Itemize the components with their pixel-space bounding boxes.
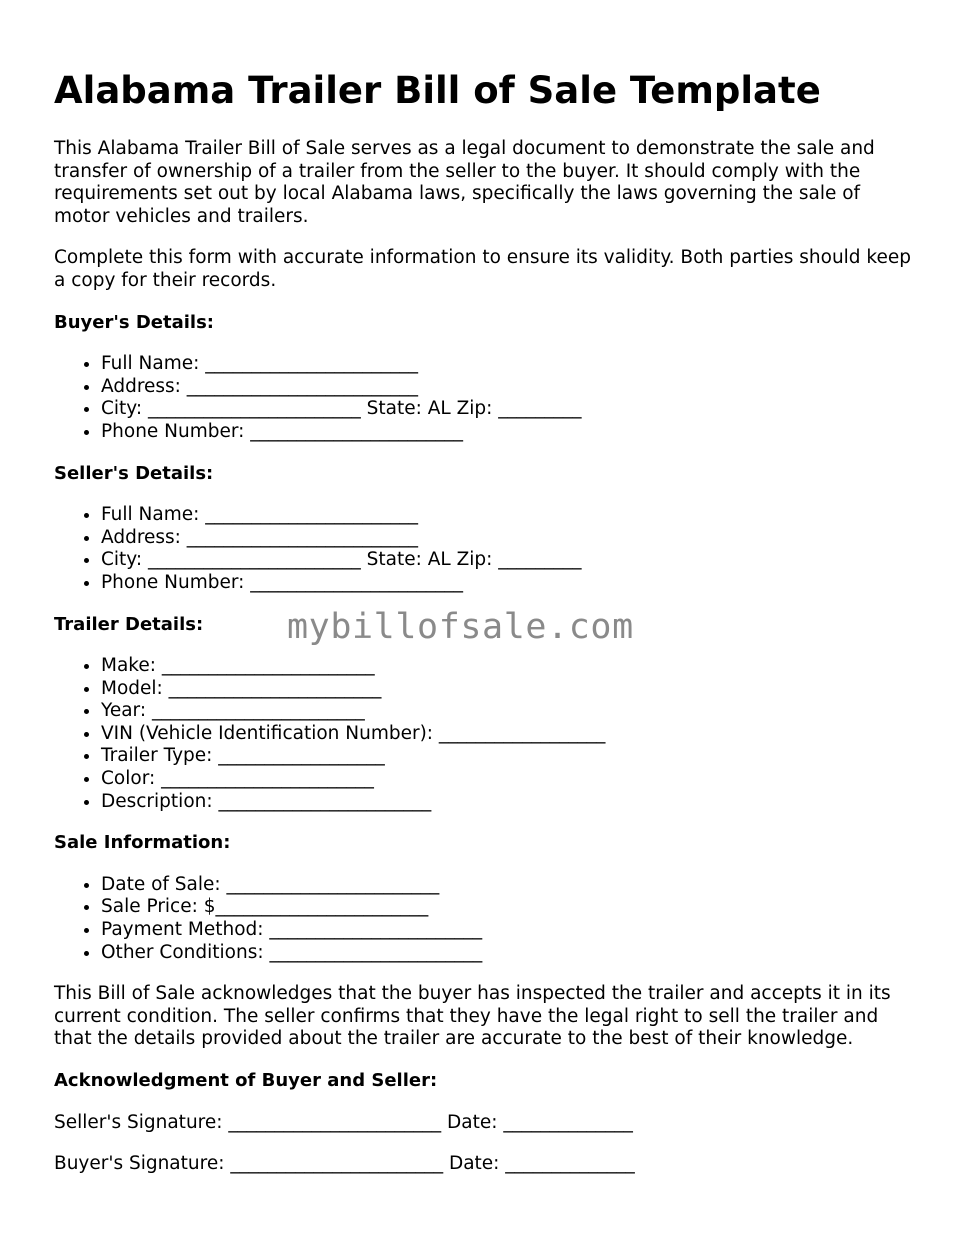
seller-full-name-field: • Full Name: _______________________ — [101, 504, 914, 527]
sale-date-field: • Date of Sale: _______________________ — [101, 874, 914, 897]
seller-city-state-zip-field: • City: _______________________ State: AL Zip: _________ — [101, 549, 914, 572]
trailer-details-heading: Trailer Details: — [54, 613, 204, 635]
buyer-phone-field: • Phone Number: _______________________ — [101, 421, 914, 444]
trailer-make-field: • Make: _______________________ — [101, 655, 914, 678]
trailer-model-field: • Model: _______________________ — [101, 678, 914, 701]
intro-paragraph-1: This Alabama Trailer Bill of Sale serves as a legal document to demonstrate the sale and transfer of ownership of a trailer from the seller to the buyer. It should comply with the requirements set out by local Alabama laws, specifically the laws governing the sale of motor vehicles and trailers. — [54, 138, 875, 227]
sale-price-field: • Sale Price: $_______________________ — [101, 896, 914, 919]
page-title: Alabama Trailer Bill of Sale Template — [54, 69, 821, 112]
payment-method-field: • Payment Method: _______________________ — [101, 919, 914, 942]
closing-paragraph: This Bill of Sale acknowledges that the buyer has inspected the trailer and accepts it in its current condition. The seller confirms that they have the legal right to sell the trailer and that the details provided about the trailer are accurate to the best of their knowledge. — [54, 983, 891, 1050]
buyer-full-name-field: • Full Name: _______________________ — [101, 353, 914, 376]
buyer-signature-line: Buyer's Signature: _______________________ Date: ______________ — [54, 1152, 635, 1174]
other-conditions-field: • Other Conditions: _______________________ — [101, 942, 914, 965]
sale-information-heading: Sale Information: — [54, 832, 231, 854]
trailer-year-field: • Year: _______________________ — [101, 700, 914, 723]
buyer-details-heading: Buyer's Details: — [54, 311, 214, 333]
seller-address-field: • Address: _________________________ — [101, 527, 914, 550]
watermark-text: mybillofsale.com — [287, 607, 634, 647]
trailer-vin-field: • VIN (Vehicle Identification Number): __________________ — [101, 723, 914, 746]
seller-details-list — [54, 504, 914, 594]
sale-information-list — [54, 874, 914, 964]
acknowledgment-heading: Acknowledgment of Buyer and Seller: — [54, 1070, 438, 1091]
trailer-type-field: • Trailer Type: __________________ — [101, 745, 914, 768]
buyer-address-field: • Address: _________________________ — [101, 376, 914, 399]
buyer-details-list — [54, 353, 914, 443]
trailer-details-list — [54, 655, 914, 813]
seller-phone-field: • Phone Number: _______________________ — [101, 572, 914, 595]
seller-signature-line: Seller's Signature: _______________________ Date: ______________ — [54, 1111, 633, 1133]
trailer-color-field: • Color: _______________________ — [101, 768, 914, 791]
seller-details-heading: Seller's Details: — [54, 462, 214, 484]
intro-paragraph-2: Complete this form with accurate information to ensure its validity. Both parties should keep a copy for their records. — [54, 247, 911, 291]
buyer-city-state-zip-field: • City: _______________________ State: AL Zip: _________ — [101, 398, 914, 421]
trailer-description-field: • Description: _______________________ — [101, 791, 914, 814]
